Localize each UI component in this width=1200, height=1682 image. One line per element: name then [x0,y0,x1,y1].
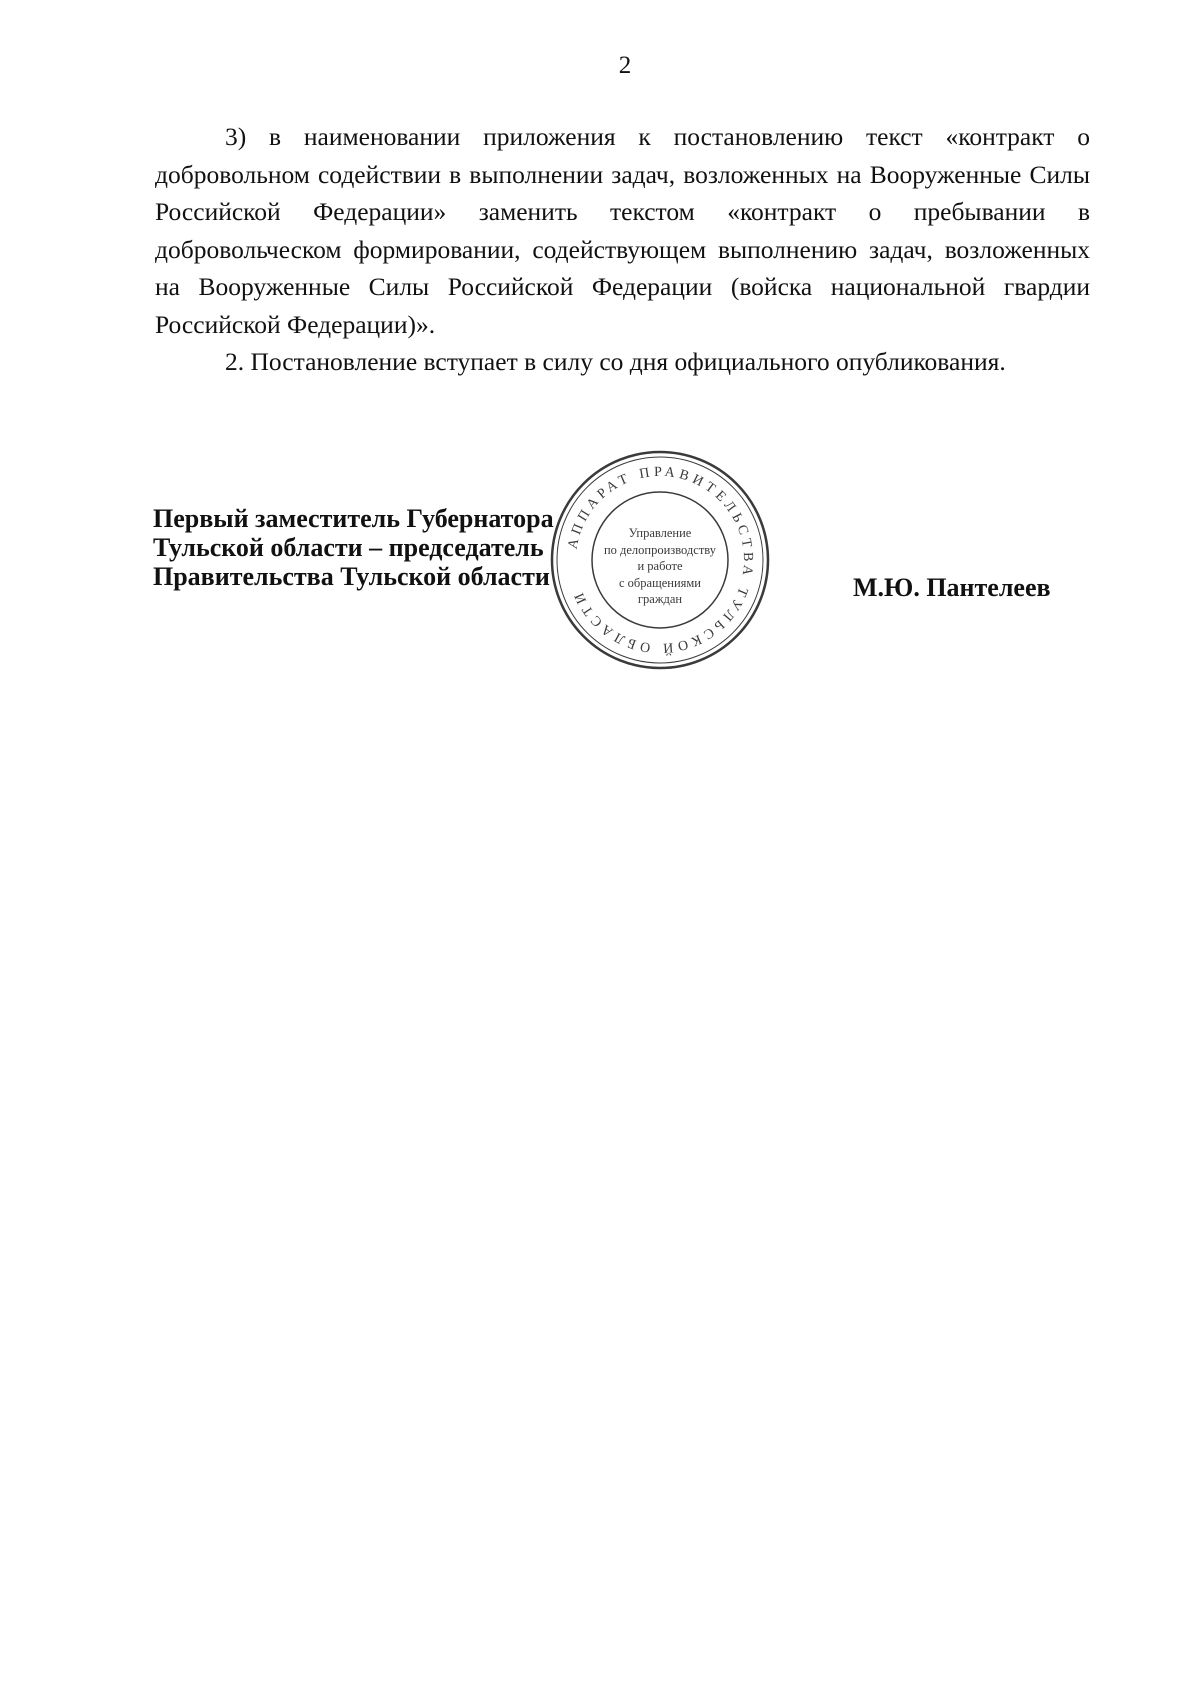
seal-inner-line: по делопроизводству [603,543,717,557]
document-body [155,118,1090,381]
seal-ring-label: АППАРАТ ПРАВИТЕЛЬСТВА ТУЛЬСКОЙ ОБЛАСТИ [565,464,756,656]
signatory-position-line: Правительства Тульской области [153,562,550,591]
seal-inner-line: Управление [628,526,692,540]
seal-inner-line: граждан [637,592,683,606]
seal-inner-line: с обращениями [619,576,701,590]
signatory-position-line: Первый заместитель Губернатора [153,504,554,533]
official-seal-stamp [547,447,773,673]
paragraph-amendment-3: 3) в наименовании приложения к постановлению текст «контракт о добровольном содействии в выполнении задач, возложенных на Вооруженные Силы Российской Федерации» заменить текстом «контракт о пребывании в добровольческом формировании, содействующем выполнению задач, возложенных на Вооруженные Силы Российской Федерации (войска национальной гвардии Российской Федерации)». [155,122,1090,339]
signatory-position [153,504,554,591]
signatory-name: М.Ю. Пантелеев [853,573,1051,602]
seal-inner-line: и работе [637,559,683,573]
page-number: 2 [618,52,632,79]
paragraph-entry-into-force: 2. Постановление вступает в силу со дня официального опубликования. [225,347,1006,376]
signatory-position-line: Тульской области – председатель [153,533,544,562]
